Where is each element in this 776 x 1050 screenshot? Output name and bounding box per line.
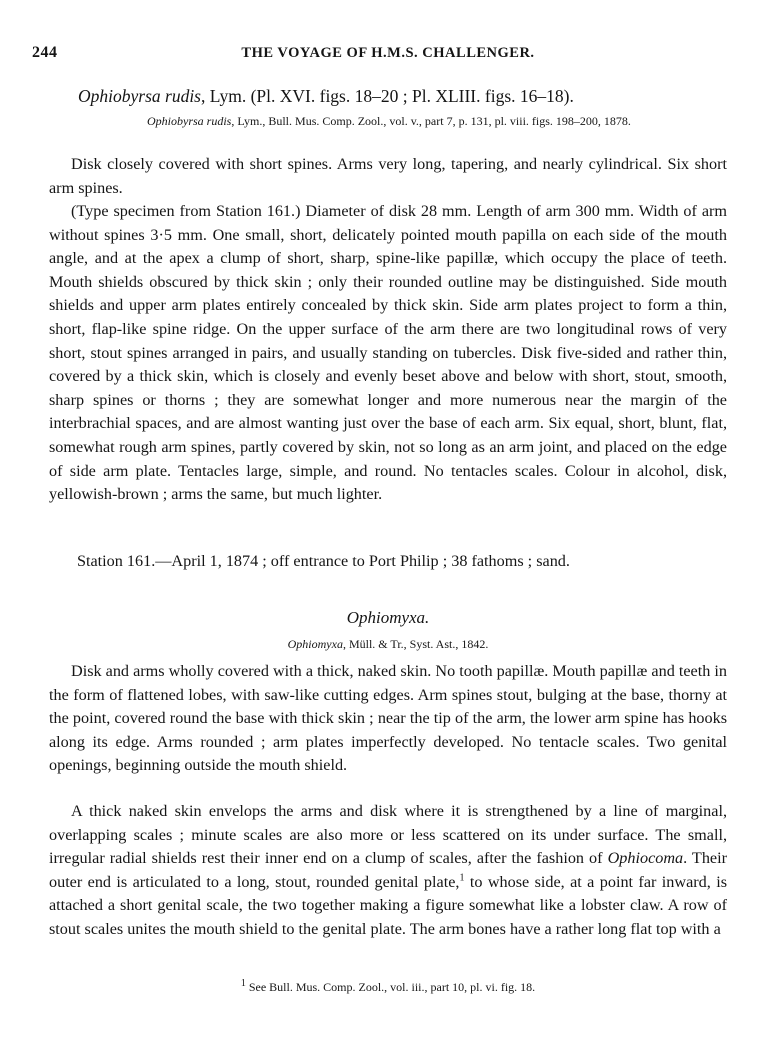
species-citation-name: Ophiobyrsa rudis (147, 114, 232, 128)
species-description (49, 200, 727, 507)
genus-paragraph-2-part-b: . Their outer end is articulated to a long, stout, rounded genital plate, (49, 849, 727, 891)
diagnosis-paragraph: Disk closely covered with short spines. Arms very long, tapering, and nearly cylindrical. Six short arm spines. (49, 155, 727, 197)
description-paragraph: (Type specimen from Station 161.) Diameter of disk 28 mm. Length of arm 300 mm. Width of arm without spines 3·5 mm. One small, short, delicately pointed mouth papilla on each side of the mouth angle, and at the apex a clump of short, sharp, spine-like papillæ, which occupy the place of teeth. Mouth shields obscured by thick skin ; only their rounded outline may be distinguished. Side mouth shields and upper arm plates entirely concealed by thick skin. Side arm plates project to form a thin, short, flap-like spine ridge. On the upper surface of the arm there are two longitudinal rows of very short, stout spines arranged in pairs, and usually standing on tubercles. Disk five-sided and rather thin, covered by a thick skin, which is closely and evenly beset above and below with short, stout, smooth, sharp spines or thorns ; they are somewhat longer and more numerous near the margin of the interbrachial spaces, and are almost wanting just over the base of each arm. Six equal, short, blunt, flat, somewhat rough arm spines, partly covered by skin, not so long as an arm joint, and placed on the edge of side arm plate. Tentacles large, simple, and round. No tentacles scales. Colour in alcohol, disk, yellowish-brown ; arms the same, but much lighter. (49, 202, 727, 504)
footnote (0, 980, 776, 995)
species-citation (147, 113, 732, 130)
species-name: Ophiobyrsa rudis (78, 86, 201, 106)
genus-citation (0, 637, 776, 652)
ophiocoma-reference: Ophiocoma (607, 849, 684, 868)
page-number: 244 (32, 44, 58, 61)
genus-citation-name: Ophiomyxa (287, 637, 343, 651)
page-header (32, 44, 744, 70)
genus-diagnosis (49, 660, 727, 778)
genus-paragraph-2 (49, 800, 727, 942)
running-title: THE VOYAGE OF H.M.S. CHALLENGER. (241, 45, 535, 61)
species-authority: , Lym. (Pl. XVI. figs. 18–20 ; Pl. XLIII. figs. 16–18). (201, 86, 574, 106)
genus-heading: Ophiomyxa. (346, 608, 430, 627)
species-heading (78, 86, 574, 107)
genus-paragraph-1: Disk and arms wholly covered with a thick, naked skin. No tooth papillæ. Mouth papillæ and teeth in the form of flattened lobes, with saw-like cutting edges. Arm spines stout, bulging at the base, thorny at the point, covered round the base with thick skin ; near the tip of the arm, the lower arm spine has hooks along its edge. Arms rounded ; arm plates imperfectly developed. No tentacle scales. Two genital openings, beginning outside the mouth shield. (49, 662, 727, 775)
footnote-text: See Bull. Mus. Comp. Zool., vol. iii., part 10, pl. vi. fig. 18. (245, 980, 536, 994)
genus-paragraph-2-part-a: A thick naked skin envelops the arms and disk where it is strengthened by a line of marginal, overlapping scales ; minute scales are also more or less scattered on its under surface. The small, irregular radial shields rest their inner end on a clump of scales, after the fashion of (49, 802, 727, 868)
footnote-marker: 1 (459, 872, 465, 884)
genus-citation-text: , Müll. & Tr., Syst. Ast., 1842. (342, 637, 489, 651)
species-diagnosis (49, 153, 727, 200)
genus-paragraph-2-part-c: to whose side, at a point far inward, is attached a short genital scale, the two together making a figure somewhat like a lobster claw. A row of stout scales unites the mouth shield to the genital plate. The arm bones have a rather long flat top with a (49, 872, 727, 938)
footnote-number: 1 (240, 978, 246, 989)
species-citation-text: , Lym., Bull. Mus. Comp. Zool., vol. v., part 7, p. 131, pl. viii. figs. 198–200, 1878. (231, 114, 631, 128)
station-record: Station 161.—April 1, 1874 ; off entrance to Port Philip ; 38 fathoms ; sand. (77, 552, 570, 570)
genus-description (49, 800, 727, 942)
